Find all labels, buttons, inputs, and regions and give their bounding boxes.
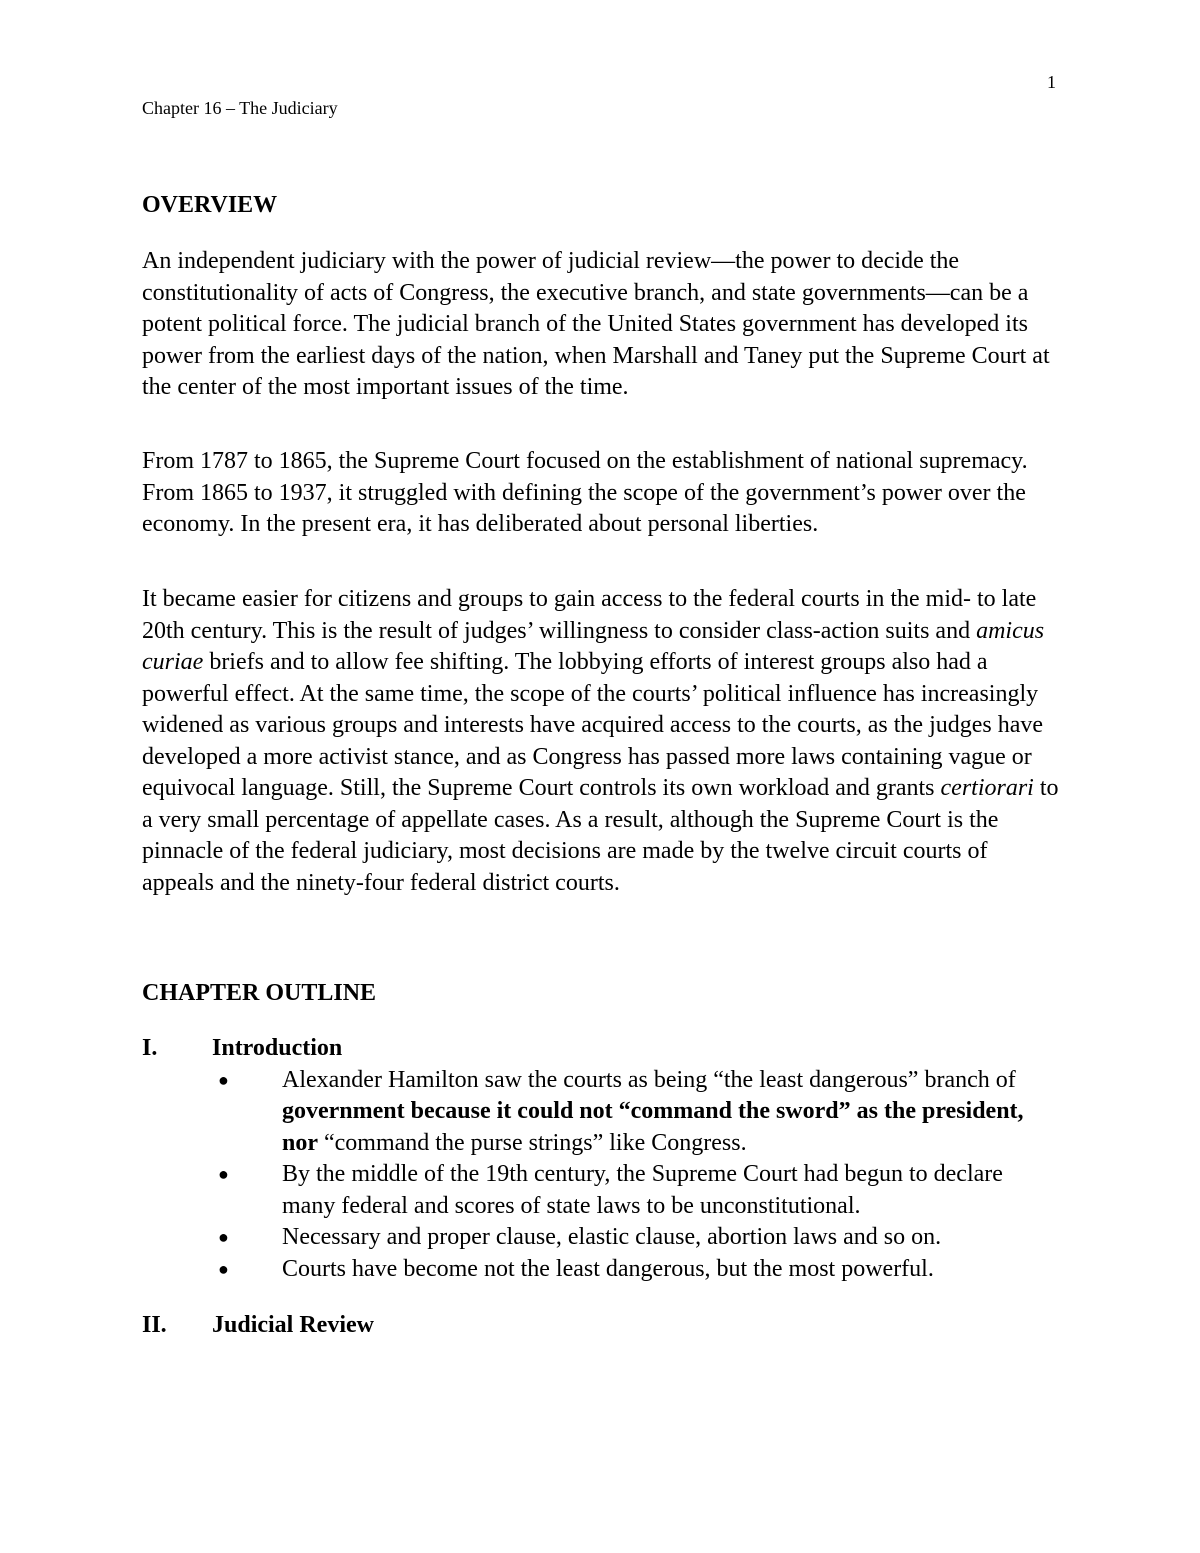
bullet-icon: ●	[218, 1258, 229, 1279]
overview-heading: OVERVIEW	[142, 192, 278, 218]
overview-paragraph-2-text: From 1787 to 1865, the Supreme Court focused on the establishment of national supremacy. From 1865 to 1937, it struggled with defining the scope of the government’s power over the economy. In the present era, it has deliberated about personal liberties.	[142, 448, 1028, 537]
bullet-icon: ●	[218, 1164, 229, 1184]
outline-heading: CHAPTER OUTLINE	[142, 980, 377, 1006]
bullet-3-text: Necessary and proper clause, elastic clause, abortion laws and so on.	[282, 1224, 942, 1250]
outline-numeral: II.	[142, 1312, 167, 1338]
bullet-4-text: Courts have become not the least dangerous, but the most powerful.	[282, 1255, 934, 1282]
outline-title: Judicial Review	[212, 1312, 374, 1338]
bullet-1-part-a: Alexander Hamilton saw the courts as being “the least dangerous” branch of	[282, 1066, 1016, 1093]
outline-section-2	[142, 1310, 1062, 1342]
bullet-icon: ●	[218, 1227, 229, 1247]
outline-title: Introduction	[212, 1035, 343, 1061]
running-header: Chapter 16 – The Judiciary	[142, 98, 338, 118]
overview-paragraph-3-text	[142, 584, 1062, 899]
outline-section-1	[142, 1033, 1062, 1285]
outline-item-introduction	[142, 1033, 1062, 1065]
bullet-1-part-c: “command the purse strings” like Congress.	[318, 1129, 747, 1156]
overview-section	[142, 190, 1062, 222]
page-number: 1	[1047, 72, 1056, 92]
overview-paragraph-1-text: An independent judiciary with the power of judicial review—the power to decide the constitutionality of acts of Congress, the executive branch, and state governments—can be a potent political force. The judicial branch of the United States government has developed its power from the earliest days of the nation, when Marshall and Taney put the Supreme Court at the center of the most important issues of the time.	[142, 248, 1050, 400]
list-item	[142, 1222, 1062, 1254]
outline-item-judicial-review	[142, 1310, 1062, 1342]
list-item	[142, 1254, 1062, 1286]
list-item	[142, 1159, 1062, 1222]
bullet-2-text: By the middle of the 19th century, the Supreme Court had begun to declare many federal and scores of state laws to be unconstitutional.	[282, 1161, 1003, 1219]
outline-section	[142, 978, 1062, 1010]
paragraph-3-part-a: It became easier for citizens and groups to gain access to the federal courts in the mid- to late 20th century. This is the result of judges’ willingness to consider class-action suits and	[142, 586, 1037, 644]
paragraph-3-part-e: to a very small percentage of appellate cases. As a result, although the Supreme Court is the pinnacle of the federal judiciary, most decisions are made by the twelve circuit courts of appeals and the ninety-four federal district courts.	[142, 775, 1059, 896]
list-item	[142, 1065, 1062, 1160]
outline-numeral: I.	[142, 1035, 158, 1061]
introduction-bullet-list	[142, 1065, 1062, 1286]
paragraph-3-part-c: briefs and to allow fee shifting. The lobbying efforts of interest groups also had a powerful effect. At the same time, the scope of the courts’ political influence has increasingly widened as various groups and interests have acquired access to the courts, as the judges have developed a more activist stance, and as Congress has passed more laws containing vague or equivocal language. Still, the Supreme Court controls its own workload and grants	[142, 649, 1044, 801]
overview-paragraph-3	[142, 584, 1062, 899]
bullet-1-bold-part: government because it could not “command the sword” as the president, nor	[282, 1098, 1024, 1156]
overview-paragraph-2	[142, 446, 1062, 541]
overview-paragraph-1	[142, 246, 1062, 404]
term-amicus-curiae: amicus curiae	[142, 617, 1045, 675]
term-certiorari: certiorari	[940, 775, 1034, 801]
bullet-icon: ●	[218, 1069, 229, 1090]
